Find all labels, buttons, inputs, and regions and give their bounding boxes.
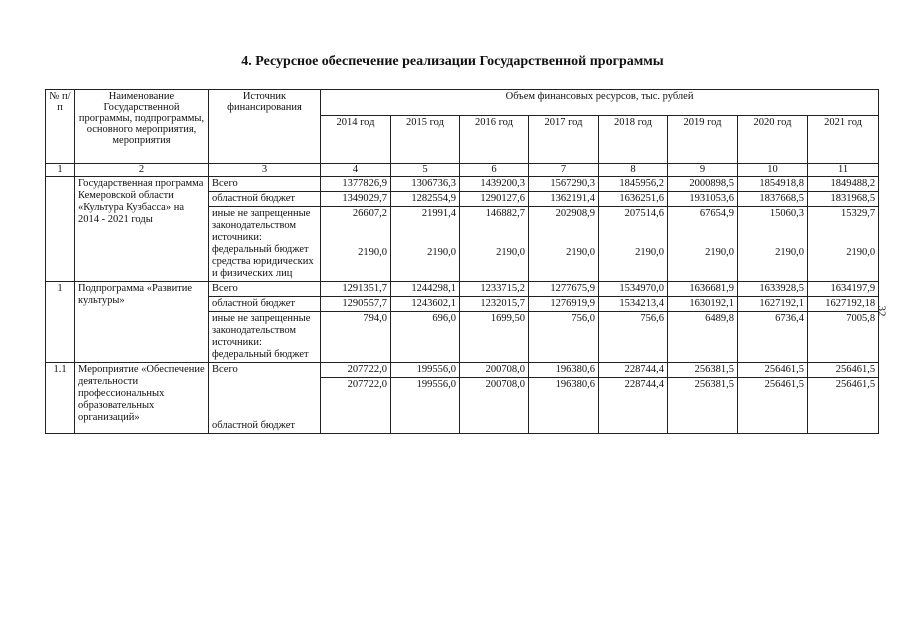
amount-cell-pair: [321, 207, 391, 282]
amount-cell: 1845956,2: [599, 177, 668, 192]
header-row-top: [46, 90, 879, 116]
amount-value: 2190,0: [705, 247, 734, 258]
amount-cell: 1837668,5: [738, 192, 808, 207]
resource-table: [45, 89, 879, 434]
amount-cell: 199556,0: [391, 377, 460, 434]
amount-cell-pair: [529, 207, 599, 282]
amount-cell: 1291351,7: [321, 282, 391, 297]
amount-cell: 1349029,7: [321, 192, 391, 207]
column-number: 1: [46, 164, 75, 177]
amount-cell: 1831968,5: [808, 192, 879, 207]
header-year: 2015 год: [391, 115, 460, 163]
header-year: 2021 год: [808, 115, 879, 163]
amount-value: 2190,0: [846, 247, 876, 258]
amount-cell-pair: [391, 207, 460, 282]
column-numbers-row: [46, 164, 879, 177]
funding-source: Всего: [209, 177, 321, 192]
program-name: Подпрограмма «Развитие культуры»: [75, 282, 209, 363]
amount-value: 146882,7: [485, 208, 525, 219]
amount-cell: 756,0: [529, 312, 599, 363]
amount-cell: 2000898,5: [668, 177, 738, 192]
amount-value: 15329,7: [840, 208, 876, 219]
page-number: 32: [875, 305, 888, 317]
amount-cell: 6736,4: [738, 312, 808, 363]
header-num: № п/п: [46, 90, 75, 164]
column-number: 8: [599, 164, 668, 177]
amount-cell: 200708,0: [460, 363, 529, 378]
program-name: Мероприятие «Обеспечение деятельности профессиональных образовательных организаций»: [75, 363, 209, 434]
amount-cell: 1306736,3: [391, 177, 460, 192]
amount-cell: 1277675,9: [529, 282, 599, 297]
amount-cell: 1290127,6: [460, 192, 529, 207]
funding-source: областной бюджет: [209, 192, 321, 207]
amount-cell-pair: [599, 207, 668, 282]
funding-source: средства юридических и физических лиц: [212, 256, 314, 279]
column-number: 6: [460, 164, 529, 177]
amount-cell: 1636681,9: [668, 282, 738, 297]
column-number: 4: [321, 164, 391, 177]
header-year: 2020 год: [738, 115, 808, 163]
amount-value: 2190,0: [635, 247, 664, 258]
amount-cell: 696,0: [391, 312, 460, 363]
column-number: 5: [391, 164, 460, 177]
funding-source: Всего: [209, 282, 321, 297]
amount-cell: 256461,5: [738, 363, 808, 378]
amount-cell: 1232015,7: [460, 297, 529, 312]
amount-cell: 1627192,18: [808, 297, 879, 312]
amount-cell: 207722,0: [321, 363, 391, 378]
column-number: 11: [808, 164, 879, 177]
table-row: [46, 177, 879, 192]
funding-source: областной бюджет: [209, 377, 321, 434]
amount-value: 2190,0: [566, 247, 595, 258]
header-volume: Объем финансовых ресурсов, тыс. рублей: [321, 90, 879, 116]
table-row: [46, 282, 879, 297]
column-number: 3: [209, 164, 321, 177]
funding-source: иные не запрещенные законодательством источники: федеральный бюджет: [209, 312, 321, 363]
amount-cell: 1567290,3: [529, 177, 599, 192]
amount-cell: 256381,5: [668, 377, 738, 434]
amount-cell: 1849488,2: [808, 177, 879, 192]
amount-cell: 256461,5: [738, 377, 808, 434]
amount-value: 202908,9: [555, 208, 595, 219]
amount-cell-pair: [738, 207, 808, 282]
row-index: 1: [46, 282, 75, 363]
amount-cell: 199556,0: [391, 363, 460, 378]
amount-cell: 1439200,3: [460, 177, 529, 192]
header-year: 2016 год: [460, 115, 529, 163]
amount-value: 2190,0: [496, 247, 525, 258]
amount-cell: 1243602,1: [391, 297, 460, 312]
amount-cell: 756,6: [599, 312, 668, 363]
amount-cell: 1276919,9: [529, 297, 599, 312]
column-number: 2: [75, 164, 209, 177]
amount-cell: 1627192,1: [738, 297, 808, 312]
amount-cell: 794,0: [321, 312, 391, 363]
page-title: 4. Ресурсное обеспечение реализации Государственной программы: [241, 54, 664, 69]
amount-cell: 6489,8: [668, 312, 738, 363]
amount-cell: 7005,8: [808, 312, 879, 363]
funding-source: Всего: [209, 363, 321, 378]
amount-cell: 256461,5: [808, 377, 879, 434]
amount-value: 207514,6: [624, 208, 664, 219]
funding-source: областной бюджет: [209, 297, 321, 312]
amount-value: 2190,0: [427, 247, 456, 258]
amount-value: 21991,4: [421, 208, 456, 219]
table-row: [46, 363, 879, 378]
amount-value: 67654,9: [699, 208, 734, 219]
amount-cell-pair: [460, 207, 529, 282]
funding-source: иные не запрещенные законодательством источники: федеральный бюджет: [212, 208, 311, 255]
amount-value: 26607,2: [352, 208, 387, 219]
funding-source-group: [209, 207, 321, 282]
amount-cell: 256381,5: [668, 363, 738, 378]
amount-cell: 207722,0: [321, 377, 391, 434]
amount-cell-pair: [668, 207, 738, 282]
amount-cell: 200708,0: [460, 377, 529, 434]
header-source: Источник финансирования: [209, 90, 321, 164]
amount-cell: 228744,4: [599, 377, 668, 434]
amount-cell: 1290557,7: [321, 297, 391, 312]
header-name: Наименование Государственной программы, подпрограммы, основного мероприятия, мероприятия: [75, 90, 209, 164]
amount-cell: 1633928,5: [738, 282, 808, 297]
header-year: 2019 год: [668, 115, 738, 163]
amount-cell: 1534970,0: [599, 282, 668, 297]
column-number: 10: [738, 164, 808, 177]
column-number: 7: [529, 164, 599, 177]
header-year: 2014 год: [321, 115, 391, 163]
row-index: 1.1: [46, 363, 75, 434]
amount-cell: 1244298,1: [391, 282, 460, 297]
amount-cell: 1854918,8: [738, 177, 808, 192]
program-name: Государственная программа Кемеровской области «Культура Кузбасса» на 2014 - 2021 годы: [75, 177, 209, 282]
amount-cell: 1233715,2: [460, 282, 529, 297]
header-year: 2017 год: [529, 115, 599, 163]
amount-cell: 228744,4: [599, 363, 668, 378]
amount-cell: 1534213,4: [599, 297, 668, 312]
amount-cell: 256461,5: [808, 363, 879, 378]
amount-cell: 1282554,9: [391, 192, 460, 207]
amount-cell: 196380,6: [529, 377, 599, 434]
amount-cell: 1699,50: [460, 312, 529, 363]
amount-cell: 1636251,6: [599, 192, 668, 207]
amount-cell: 1931053,6: [668, 192, 738, 207]
amount-cell: 1634197,9: [808, 282, 879, 297]
amount-cell: 1630192,1: [668, 297, 738, 312]
amount-cell: 1377826,9: [321, 177, 391, 192]
amount-cell: 196380,6: [529, 363, 599, 378]
amount-value: 15060,3: [769, 208, 804, 219]
row-index: [46, 177, 75, 282]
header-year: 2018 год: [599, 115, 668, 163]
column-number: 9: [668, 164, 738, 177]
amount-cell-pair: [808, 207, 879, 282]
amount-cell: 1362191,4: [529, 192, 599, 207]
amount-value: 2190,0: [358, 247, 387, 258]
amount-value: 2190,0: [775, 247, 804, 258]
